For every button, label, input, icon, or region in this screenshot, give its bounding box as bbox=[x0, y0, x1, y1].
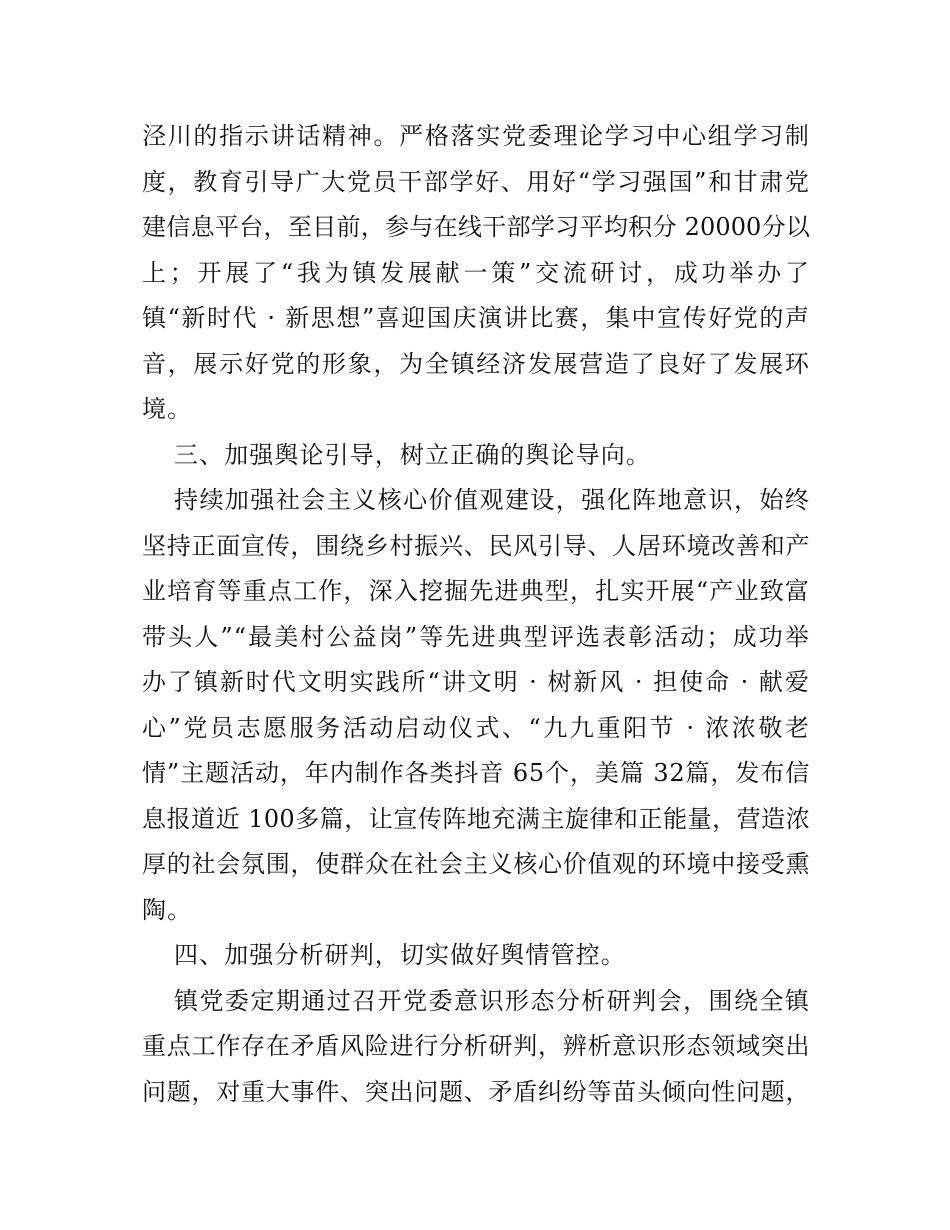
text-line: 坚持正面宣传，围绕乡村振兴、民风引导、人居环境改善和产 bbox=[142, 531, 810, 560]
text-line: 建信息平台，至目前，参与在线干部学习平均积分 20000分以 bbox=[142, 213, 810, 241]
text-line: 音，展示好党的形象，为全镇经济发展营造了良好了发展环 bbox=[142, 349, 810, 378]
heading-line: 四、加强分析研判，切实做好舆情管控。 bbox=[174, 941, 626, 969]
text-line: 镇“新时代 · 新思想”喜迎国庆演讲比赛，集中宣传好党的声 bbox=[142, 304, 810, 332]
text-line: 度，教育引导广大党员干部学好、用好“学习强国”和甘肃党 bbox=[142, 167, 810, 196]
text-line: 息报道近 100多篇，让宣传阵地充满主旋律和正能量，营造浓 bbox=[142, 804, 810, 833]
heading-line: 三、加强舆论引导，树立正确的舆论导向。 bbox=[174, 440, 651, 469]
text-line: 境。 bbox=[142, 395, 193, 423]
text-line: 陶。 bbox=[142, 895, 193, 924]
text-line: 厚的社会氛围，使群众在社会主义核心价值观的环境中接受熏 bbox=[142, 850, 810, 878]
document-body bbox=[142, 114, 810, 1115]
text-line: 问题，对重大事件、突出问题、矛盾纠纷等苗头倾向性问题， bbox=[142, 1077, 810, 1106]
text-line: 情”主题活动，年内制作各类抖音 65个，美篇 32篇，发布信 bbox=[142, 759, 810, 787]
text-line: 重点工作存在矛盾风险进行分析研判，辨析意识形态领域突出 bbox=[142, 1032, 810, 1060]
paragraph-3 bbox=[142, 478, 810, 933]
paragraph-continued bbox=[142, 114, 810, 433]
text-line: 业培育等重点工作，深入挖掘先进典型，扎实开展“产业致富 bbox=[142, 577, 810, 605]
text-line: 上；开展了“我为镇发展献一策”交流研讨，成功举办了 bbox=[142, 258, 810, 287]
text-line: 办了镇新时代文明实践所“讲文明 · 树新风 · 担使命 · 献爱 bbox=[142, 668, 810, 696]
text-line: 带头人”“最美村公益岗”等先进典型评选表彰活动；成功举 bbox=[142, 622, 810, 651]
text-line: 泾川的指示讲话精神。严格落实党委理论学习中心组学习制 bbox=[142, 122, 810, 150]
text-line: 镇党委定期通过召开党委意识形态分析研判会，围绕全镇 bbox=[174, 986, 810, 1015]
section-heading-3 bbox=[142, 433, 810, 479]
text-line: 持续加强社会主义核心价值观建设，强化阵地意识，始终 bbox=[174, 486, 810, 514]
paragraph-4 bbox=[142, 979, 810, 1116]
section-heading-4 bbox=[142, 933, 810, 979]
text-line: 心”党员志愿服务活动启动仪式、“九九重阳节 · 浓浓敬老 bbox=[142, 713, 810, 742]
